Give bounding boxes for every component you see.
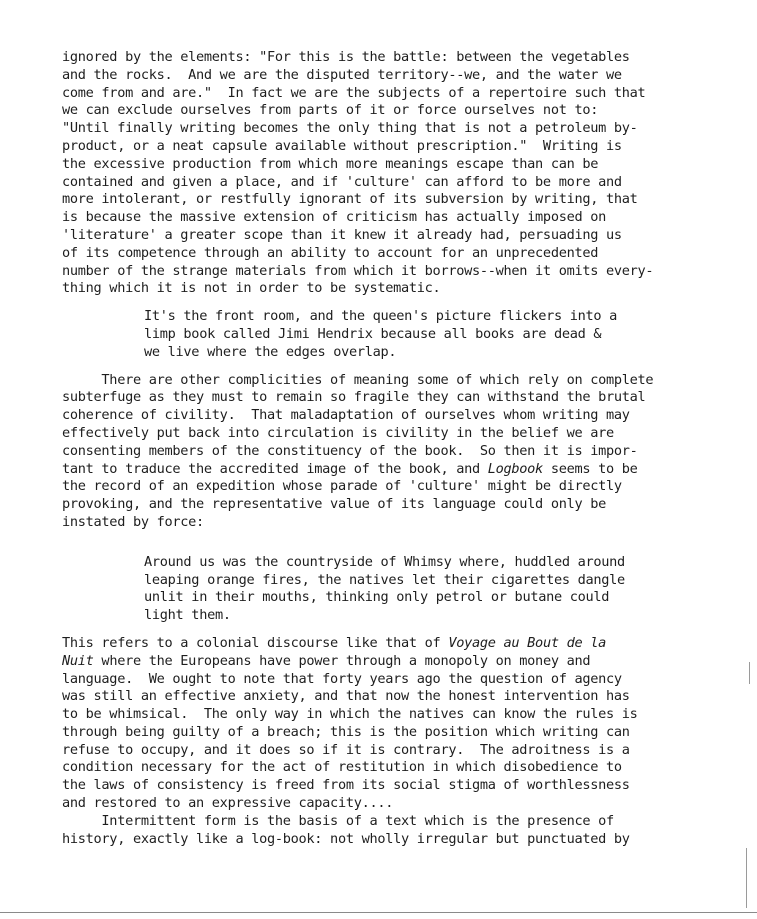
text-line: we can exclude ourselves from parts of it or force ourselves not to:: [62, 102, 599, 119]
book-title: Nuit: [62, 652, 94, 669]
text-line: was still an effective anxiety, and that now the honest intervention has: [62, 688, 630, 705]
text-line: There are other complicities of meaning some of which rely on complete: [62, 371, 654, 388]
text-line: effectively put back into circulation is civility in the belief we are: [62, 424, 614, 441]
text-line: language. We ought to note that forty years ago the question of agency: [62, 670, 622, 687]
text-line: we live where the edges overlap.: [144, 343, 397, 360]
block-quote-1: [144, 308, 752, 361]
page-edge-rule: [0, 912, 757, 913]
text-line: and restored to an expressive capacity....: [62, 795, 394, 812]
text-line: refuse to occupy, and it does so if it is contrary. The adroitness is a: [62, 741, 630, 758]
margin-mark: [746, 848, 747, 908]
text-line: limp book called Jimi Hendrix because all books are dead &: [144, 325, 602, 342]
text-line: coherence of civility. That maladaptation of ourselves whom writing may: [62, 407, 630, 424]
text-segment: where the Europeans have power through a monopoly on money and: [93, 652, 591, 669]
text-line: provoking, and the representative value of its language could only be: [62, 496, 607, 513]
text-line: ignored by the elements: "For this is the battle: between the vegetables: [62, 49, 630, 65]
text-line: the laws of consistency is freed from its social stigma of worthlessness: [62, 777, 630, 794]
text-segment: tant to traduce the accredited image of the book, and: [62, 460, 488, 477]
text-line: instated by force:: [62, 513, 204, 530]
text-line: leaping orange fires, the natives let their cigarettes dangle: [144, 571, 625, 588]
text-line: unlit in their mouths, thinking only petrol or butane could: [144, 589, 610, 606]
paragraph-2: [62, 372, 752, 532]
text-line: come from and are." In fact we are the subjects of a repertoire such that: [62, 84, 646, 101]
text-line: Intermittent form is the basis of a text which is the presence of: [62, 812, 614, 829]
text-line: [62, 461, 752, 479]
text-line: It's the front room, and the queen's picture flickers into a: [144, 308, 618, 325]
margin-mark: [749, 662, 750, 684]
text-line: "Until finally writing becomes the only thing that is not a petroleum by-: [62, 120, 638, 137]
text-line: [62, 635, 752, 653]
text-line: the record of an expedition whose parade of 'culture' might be directly: [62, 478, 622, 495]
text-line: through being guilty of a breach; this is the position which writing can: [62, 723, 630, 740]
text-line: number of the strange materials from which it borrows--when it omits every-: [62, 262, 654, 279]
text-line: thing which it is not in order to be systematic.: [62, 280, 441, 297]
text-line: condition necessary for the act of restitution in which disobedience to: [62, 759, 622, 776]
paragraph-3: [62, 635, 752, 813]
text-line: subterfuge as they must to remain so fragile they can withstand the brutal: [62, 389, 646, 406]
paragraph-1: [62, 49, 752, 298]
text-line: and the rocks. And we are the disputed territory--we, and the water we: [62, 66, 622, 83]
text-segment: seems to be: [542, 460, 638, 477]
text-line: more intolerant, or restfully ignorant of its subversion by writing, that: [62, 191, 638, 208]
text-line: history, exactly like a log-book: not wholly irregular but punctuated by: [62, 830, 630, 847]
text-line: consenting members of the constituency of the book. So then it is impor-: [62, 442, 638, 459]
text-line: product, or a neat capsule available without prescription." Writing is: [62, 137, 622, 154]
text-line: of its competence through an ability to account for an unprecedented: [62, 244, 599, 261]
text-line: Around us was the countryside of Whimsy where, huddled around: [144, 553, 625, 570]
text-line: is because the massive extension of criticism has actually imposed on: [62, 209, 607, 226]
book-title: Logbook: [487, 460, 543, 477]
paragraph-4: [62, 813, 752, 849]
text-line: contained and given a place, and if 'culture' can afford to be more and: [62, 173, 622, 190]
text-line: to be whimsical. The only way in which the natives can know the rules is: [62, 706, 638, 723]
typewritten-page: [62, 49, 752, 848]
book-title: Voyage au Bout de la: [448, 634, 607, 651]
text-segment: This refers to a colonial discourse like that of: [62, 634, 449, 651]
text-line: 'literature' a greater scope than it knew it already had, persuading us: [62, 226, 622, 243]
text-line: the excessive production from which more meanings escape than can be: [62, 155, 599, 172]
block-quote-2: [144, 554, 752, 625]
text-line: [62, 653, 752, 671]
text-line: light them.: [144, 607, 231, 624]
